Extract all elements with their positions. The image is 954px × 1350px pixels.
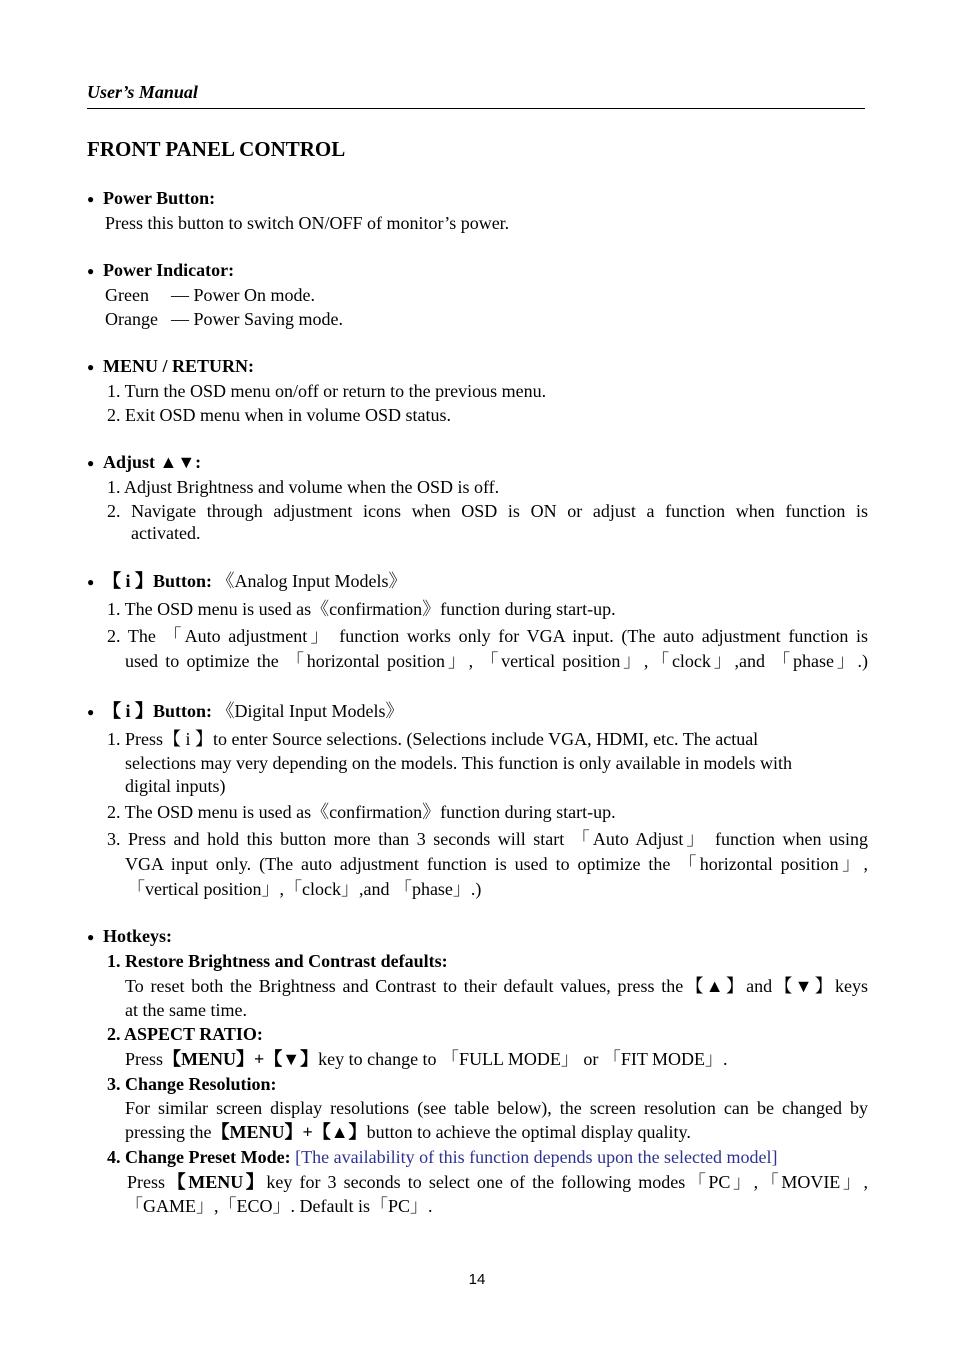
bullet-icon: ●	[87, 456, 95, 470]
hotkey-2-title: 2. ASPECT RATIO:	[107, 1024, 263, 1044]
digital-item-3: 3. Press and hold this button more than 3 seconds will start 「Auto Adjust」 function when using	[107, 829, 868, 849]
hotkey-2-post: key to change to 「FULL MODE」 or 「FIT MODE」.	[318, 1049, 728, 1069]
hotkey-4-key: 【MENU】	[165, 1172, 267, 1192]
bullet-icon: ●	[87, 705, 95, 719]
bullet-icon: ●	[87, 575, 95, 589]
digital-item-3-cont: VGA input only. (The auto adjustment function is used to optimize the 「horizontal position」,	[125, 854, 868, 874]
bullet-icon: ●	[87, 264, 95, 278]
digital-item-2: 2. The OSD menu is used as《confirmation》function during start-up.	[107, 802, 616, 822]
analog-button-label: 【 i 】Button:	[103, 571, 213, 591]
hotkey-3-pre: pressing the	[125, 1122, 212, 1142]
digital-subtitle: 《Digital Input Models》	[216, 701, 404, 721]
power-button-desc: Press this button to switch ON/OFF of monitor’s power.	[105, 213, 510, 233]
page-number: 14	[468, 1271, 486, 1288]
power-button-label: Power Button:	[103, 188, 216, 208]
bullet-icon: ●	[87, 930, 95, 944]
digital-item-1: 1. Press【 i 】to enter Source selections. (Selections include VGA, HDMI, etc. The actual	[107, 729, 759, 749]
adjust-item-1: 1. Adjust Brightness and volume when the OSD is off.	[107, 477, 500, 497]
digital-item-1-cont: selections may very depending on the models. This function is only available in models with	[125, 753, 793, 773]
adjust-section	[87, 450, 868, 543]
hotkey-2-keys: 【MENU】+【▼】	[163, 1049, 319, 1069]
analog-button-section	[87, 569, 868, 673]
hotkey-1-title: 1. Restore Brightness and Contrast defaults:	[107, 951, 448, 971]
digital-button-label: 【 i 】Button:	[103, 701, 213, 721]
orange-desc: — Power Saving mode.	[171, 309, 343, 329]
analog-item-1: 1. The OSD menu is used as《confirmation》function during start-up.	[107, 599, 616, 619]
orange-label: Orange	[105, 309, 158, 329]
adjust-label: Adjust ▲▼:	[103, 452, 202, 472]
analog-item-2-cont: used to optimize the 「horizontal position」, 「vertical position」,「clock」,and 「phase」.)	[125, 651, 868, 671]
green-desc: — Power On mode.	[171, 285, 315, 305]
hotkey-4-note: [The availability of this function depends upon the selected model]	[295, 1147, 778, 1167]
menu-return-section	[87, 354, 868, 427]
hotkey-2-pre: Press	[125, 1049, 164, 1069]
digital-button-section	[87, 699, 868, 901]
power-indicator-label: Power Indicator:	[103, 260, 235, 280]
analog-item-2: 2. The 「Auto adjustment」 function works only for VGA input. (The auto adjustment function is	[107, 626, 868, 646]
power-indicator-section	[87, 258, 868, 331]
running-header: User’s Manual	[87, 81, 865, 109]
section-title: FRONT PANEL CONTROL	[87, 137, 346, 161]
analog-subtitle: 《Analog Input Models》	[216, 571, 407, 591]
menu-return-item-1: 1. Turn the OSD menu on/off or return to the previous menu.	[107, 381, 547, 401]
hotkey-4-title: 4. Change Preset Mode:	[107, 1147, 291, 1167]
bullet-icon: ●	[87, 192, 95, 206]
menu-return-label: MENU / RETURN:	[103, 356, 254, 376]
hotkey-3-line-1: For similar screen display resolutions (see table below), the screen resolution can be changed by	[125, 1098, 868, 1118]
hotkey-3-title: 3. Change Resolution:	[107, 1074, 277, 1094]
hotkey-3-post: button to achieve the optimal display quality.	[366, 1122, 691, 1142]
digital-item-1-cont2: digital inputs)	[125, 776, 226, 796]
adjust-item-2-cont: activated.	[131, 523, 201, 543]
green-label: Green	[105, 285, 149, 305]
hotkey-1-line-2: at the same time.	[125, 1000, 247, 1020]
digital-item-3-cont2: 「vertical position」,「clock」,and 「phase」.)	[127, 879, 482, 899]
hotkeys-section	[87, 924, 868, 1218]
bullet-icon: ●	[87, 360, 95, 374]
hotkey-4-line-2: 「GAME」,「ECO」. Default is「PC」.	[125, 1196, 433, 1216]
hotkeys-label: Hotkeys:	[103, 926, 172, 946]
hotkey-1-line-1: To reset both the Brightness and Contrast to their default values, press the【▲】and【▼】keys	[125, 976, 868, 996]
menu-return-item-2: 2. Exit OSD menu when in volume OSD status.	[107, 405, 451, 425]
adjust-item-2: 2. Navigate through adjustment icons when OSD is ON or adjust a function when function is	[107, 501, 868, 521]
hotkey-4-pre: Press	[127, 1172, 166, 1192]
power-button-section	[87, 186, 868, 235]
hotkey-4-post: key for 3 seconds to select one of the following modes「PC」,「MOVIE」,	[266, 1172, 868, 1192]
hotkey-3-keys: 【MENU】+【▲】	[211, 1122, 367, 1142]
